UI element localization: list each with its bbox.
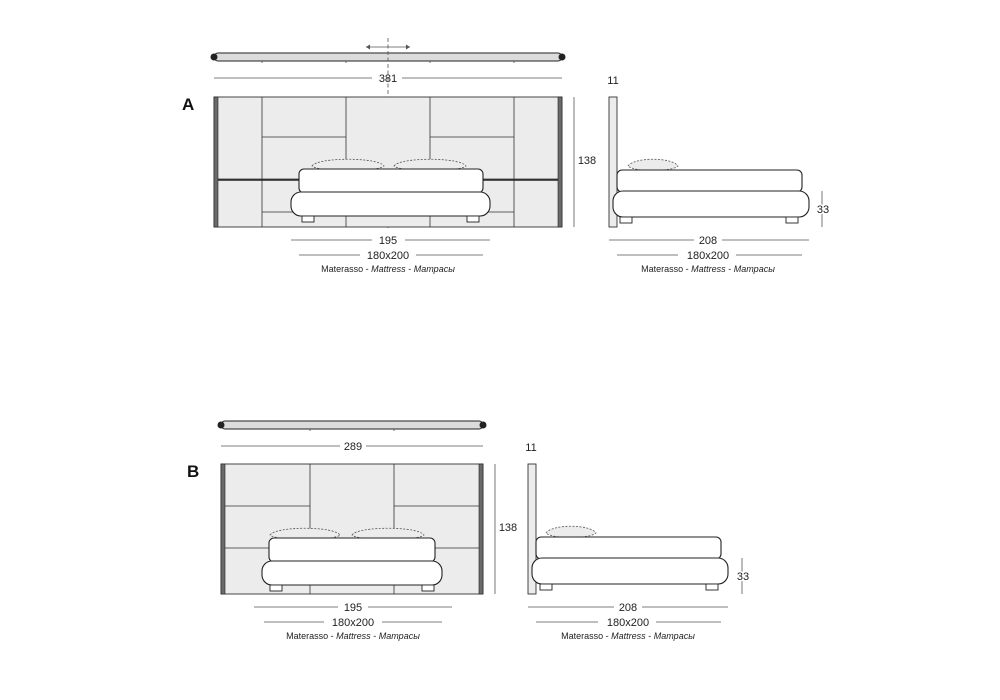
bed-base-side: [613, 191, 809, 217]
pillow-side: [628, 159, 678, 170]
variant-a: [182, 38, 829, 274]
variant-b-top-view: [218, 421, 487, 431]
mattress-caption-side: Materasso - Mattress - Матрасы: [641, 264, 775, 274]
plan-end-cap: [480, 422, 487, 429]
bed-foot: [270, 585, 282, 591]
dimension-bed-height: 33: [736, 571, 750, 583]
dimension-total-width: 381: [378, 73, 398, 85]
mattress: [269, 538, 435, 562]
pillow-side: [546, 526, 596, 537]
mattress-caption: Materasso - Mattress - Матрасы: [286, 631, 420, 641]
variant-a-side-view: [607, 75, 809, 227]
headboard-end-right: [558, 97, 562, 227]
mattress-side: [536, 537, 721, 559]
bed-base: [262, 561, 442, 585]
variant-b-label: B: [187, 462, 200, 481]
dimension-thickness: 11: [525, 442, 537, 454]
dimension-bed-height: 33: [816, 204, 830, 216]
dimension-mattress-side: 180x200: [686, 250, 730, 262]
headboard-plan-outline: [221, 421, 483, 429]
dimension-height: 138: [577, 155, 597, 167]
bed-base: [291, 192, 490, 216]
plan-end-cap: [218, 422, 225, 429]
dimension-bed-width: 195: [343, 602, 363, 614]
mattress: [299, 169, 483, 193]
variant-a-label: A: [182, 95, 195, 114]
variant-b-side-view: [525, 442, 728, 594]
bed-foot: [467, 216, 479, 222]
headboard-end-right: [479, 464, 483, 594]
dimension-mattress: 180x200: [331, 617, 375, 629]
dimension-mattress: 180x200: [366, 250, 410, 262]
bed-foot: [302, 216, 314, 222]
dimension-total-width: 289: [343, 441, 363, 453]
headboard-end-left: [221, 464, 225, 594]
variant-a-front-view: [214, 97, 562, 227]
bed-foot: [786, 217, 798, 223]
dimension-thickness: 11: [607, 75, 619, 87]
mattress-side: [617, 170, 802, 192]
dimension-bed-width: 195: [378, 235, 398, 247]
dimension-bed-length: 208: [618, 602, 638, 614]
plan-end-cap: [211, 54, 218, 61]
mattress-caption: Materasso - Mattress - Матрасы: [321, 264, 455, 274]
bed-base-side: [532, 558, 728, 584]
dimension-bed-length: 208: [698, 235, 718, 247]
dimension-height: 138: [498, 522, 518, 534]
bed-foot: [706, 584, 718, 590]
mattress-caption-side: Materasso - Mattress - Матрасы: [561, 631, 695, 641]
variant-b: [187, 421, 749, 641]
variant-b-front-view: [221, 464, 483, 594]
bed-foot: [620, 217, 632, 223]
headboard-end-left: [214, 97, 218, 227]
bed-foot: [540, 584, 552, 590]
dimension-mattress-side: 180x200: [606, 617, 650, 629]
bed-foot: [422, 585, 434, 591]
plan-end-cap: [559, 54, 566, 61]
